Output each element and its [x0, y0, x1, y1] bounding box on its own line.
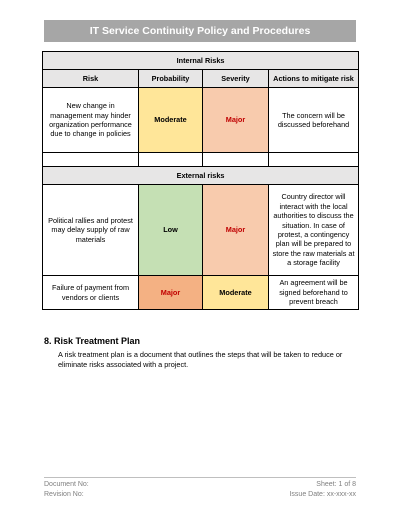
- footer-document-no: Document No:: [44, 481, 89, 488]
- external-risks-title-row: [43, 167, 359, 185]
- risk-cell: Political rallies and protest may delay supply of raw materials: [43, 185, 139, 276]
- action-cell: The concern will be discussed beforehand: [269, 88, 359, 153]
- severity-cell: Moderate: [203, 276, 269, 310]
- document-title: IT Service Continuity Policy and Procedures: [44, 20, 356, 42]
- internal-risks-title: Internal Risks: [43, 52, 359, 70]
- col-actions-header: Actions to mitigate risk: [269, 70, 359, 88]
- blank-cell: [269, 153, 359, 167]
- risk-cell: Failure of payment from vendors or clients: [43, 276, 139, 310]
- table-row: [43, 276, 359, 310]
- footer-sheet: Sheet: 1 of 8: [316, 481, 356, 488]
- probability-cell: Major: [139, 276, 203, 310]
- section-paragraph: A risk treatment plan is a document that outlines the steps that will be taken to reduce or eliminate risks associated with a project.: [58, 350, 343, 369]
- blank-cell: [203, 153, 269, 167]
- table-row: [43, 185, 359, 276]
- action-cell: An agreement will be signed beforehand to prevent breach: [269, 276, 359, 310]
- internal-risks-title-row: [43, 52, 359, 70]
- probability-cell: Moderate: [139, 88, 203, 153]
- footer-revision-no: Revision No:: [44, 491, 84, 498]
- external-risks-title: External risks: [43, 167, 359, 185]
- footer-issue-date: Issue Date: xx-xxx-xx: [289, 491, 356, 498]
- probability-cell: Low: [139, 185, 203, 276]
- section-heading: 8. Risk Treatment Plan: [44, 336, 141, 346]
- risk-cell: New change in management may hinder organization performance due to change in policies: [43, 88, 139, 153]
- col-risk-header: Risk: [43, 70, 139, 88]
- risk-table: [42, 51, 359, 310]
- column-header-row: [43, 70, 359, 88]
- blank-cell: [139, 153, 203, 167]
- action-cell: Country director will interact with the local authorities to discuss the situation. In case of protest, a contingency plan will be prepared to store the raw materials at a storage facility: [269, 185, 359, 276]
- severity-cell: Major: [203, 185, 269, 276]
- blank-cell: [43, 153, 139, 167]
- col-probability-header: Probability: [139, 70, 203, 88]
- severity-cell: Major: [203, 88, 269, 153]
- footer-divider: [44, 477, 356, 478]
- table-row: [43, 88, 359, 153]
- col-severity-header: Severity: [203, 70, 269, 88]
- table-row-blank: [43, 153, 359, 167]
